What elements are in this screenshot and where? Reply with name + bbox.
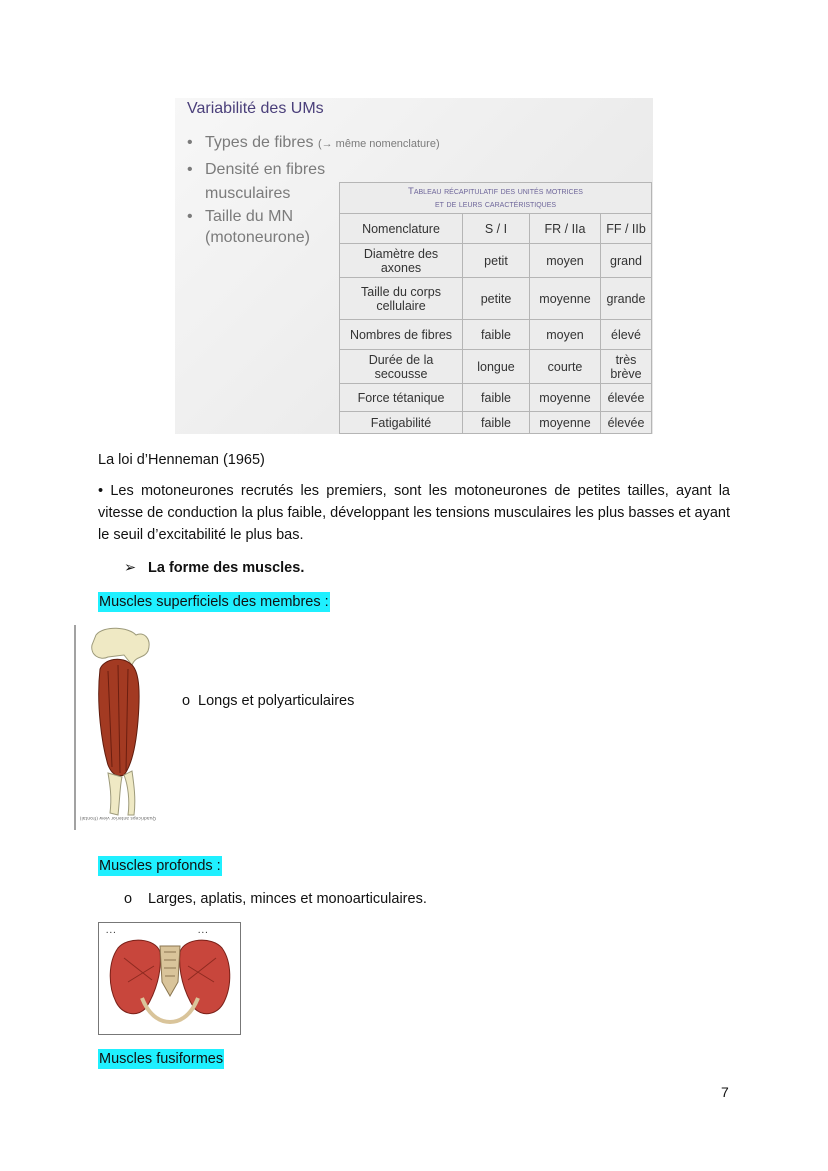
henneman-title: La loi d’Henneman (1965) bbox=[98, 452, 265, 468]
deep-bullet: o Larges, aplatis, minces et monoarticulaires. bbox=[124, 888, 427, 910]
table-cell: moyenne bbox=[530, 278, 601, 320]
table-cell: Force tétanique bbox=[340, 384, 463, 412]
slide-bullet-fiber-density: • Densité en fibres musculaires bbox=[187, 161, 326, 202]
table-row bbox=[340, 278, 652, 320]
table-cell: moyenne bbox=[530, 412, 601, 434]
table-cell: élevée bbox=[601, 384, 652, 412]
table-cell: Nombres de fibres bbox=[340, 320, 463, 350]
slide-figure bbox=[175, 98, 653, 434]
table-cell: courte bbox=[530, 350, 601, 384]
table-cell: moyen bbox=[530, 320, 601, 350]
circle-bullet-icon: o bbox=[124, 891, 133, 907]
table-header: FF / IIb bbox=[601, 214, 652, 244]
arrow-bullet-icon: ➢ bbox=[124, 560, 137, 576]
image-caption: Quadriceps anterior view (frontal) bbox=[79, 815, 156, 820]
deep-muscles-image bbox=[98, 922, 241, 1035]
table-cell: Diamètre des axones bbox=[340, 244, 463, 278]
table-cell: grand bbox=[601, 244, 652, 278]
table-cell: élevé bbox=[601, 320, 652, 350]
table-header-row bbox=[340, 214, 652, 244]
slide-bullet-mn-size: • Taille du MN (motoneurone) bbox=[187, 208, 310, 246]
table-cell: petit bbox=[463, 244, 530, 278]
highlight-superficial-muscles: Muscles superficiels des membres : bbox=[99, 594, 329, 610]
table-row bbox=[340, 350, 652, 384]
motor-units-table bbox=[339, 182, 652, 434]
table-cell: Fatigabilité bbox=[340, 412, 463, 434]
superficial-bullet: o Longs et polyarticulaires bbox=[182, 690, 354, 712]
table-cell: moyenne bbox=[530, 384, 601, 412]
table-header: Nomenclature bbox=[340, 214, 463, 244]
table-cell: grande bbox=[601, 278, 652, 320]
svg-text:• • •: • • • bbox=[106, 930, 116, 935]
section-heading: ➢ La forme des muscles. bbox=[124, 557, 304, 579]
thigh-muscles-image bbox=[74, 625, 170, 830]
table-cell: faible bbox=[463, 412, 530, 434]
table-cell: faible bbox=[463, 384, 530, 412]
table-cell: moyen bbox=[530, 244, 601, 278]
table-cell: faible bbox=[463, 320, 530, 350]
table-cell: très brève bbox=[601, 350, 652, 384]
quadriceps-illustration bbox=[74, 625, 170, 830]
table-row bbox=[340, 384, 652, 412]
svg-text:• • •: • • • bbox=[198, 930, 208, 935]
table-cell: longue bbox=[463, 350, 530, 384]
table-row bbox=[340, 320, 652, 350]
circle-bullet-icon: o bbox=[182, 693, 191, 709]
henneman-paragraph: • Les motoneurones recrutés les premiers, sont les motoneurones de petites tailles, ayant la vitesse de conduction la plus faible, développant les tensions musculaires les plus basses et ayant le seuil d’excitabilité le plus bas. bbox=[98, 483, 730, 543]
table-cell: Durée de la secousse bbox=[340, 350, 463, 384]
table-caption: Tableau récapitulatif des unités motrices et de leurs caractéristiques bbox=[340, 183, 652, 214]
pelvis-muscles-illustration bbox=[98, 922, 241, 1035]
slide-bullet-fiber-types: • Types de fibres (→ même nomenclature) bbox=[187, 134, 440, 151]
table-cell: Taille du corps cellulaire bbox=[340, 278, 463, 320]
page-number: 7 bbox=[721, 1084, 729, 1100]
slide-title: Variabilité des UMs bbox=[187, 100, 324, 117]
table-cell: petite bbox=[463, 278, 530, 320]
table-row bbox=[340, 244, 652, 278]
table-header: FR / IIa bbox=[530, 214, 601, 244]
table-cell: élevée bbox=[601, 412, 652, 434]
table-header: S / I bbox=[463, 214, 530, 244]
table-row bbox=[340, 412, 652, 434]
highlight-fusiform-muscles: Muscles fusiformes bbox=[99, 1051, 224, 1067]
highlight-deep-muscles: Muscles profonds : bbox=[99, 858, 221, 874]
